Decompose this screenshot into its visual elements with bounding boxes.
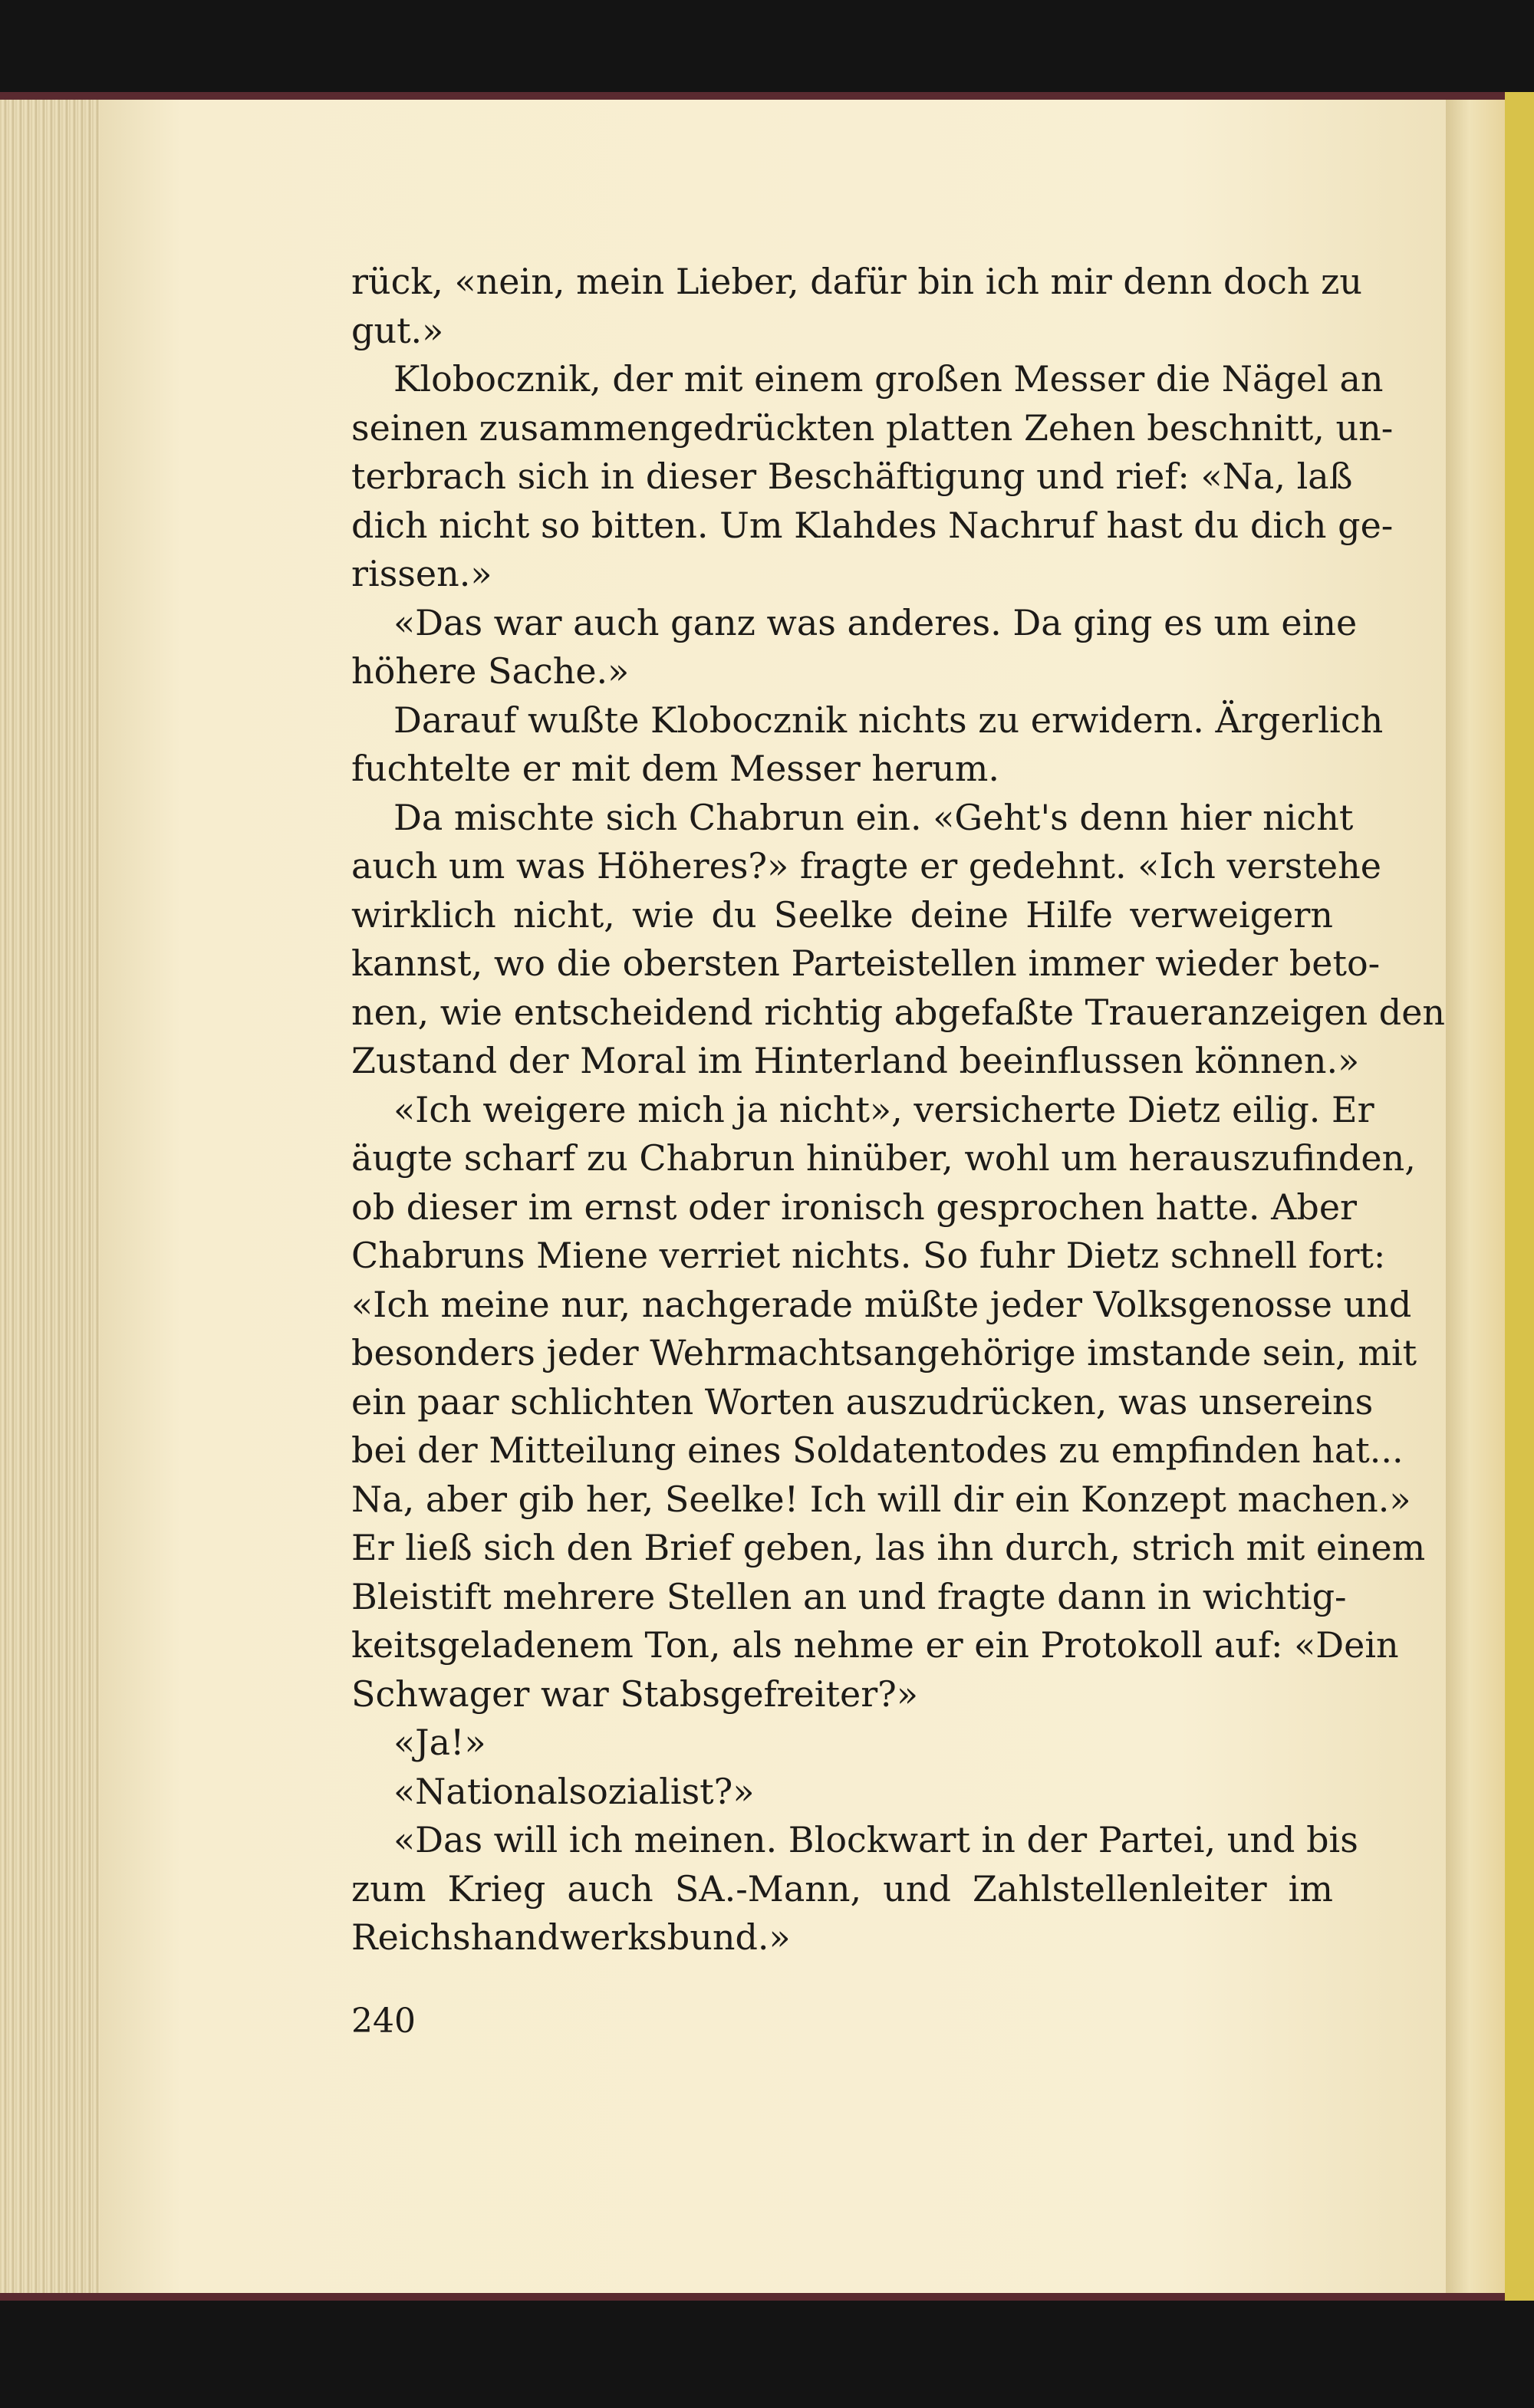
text-line: äugte scharf zu Chabrun hinüber, wohl um herauszufinden, xyxy=(351,1137,1416,1179)
text-line: «Das will ich meinen. Blockwart in der Partei, und bis xyxy=(393,1819,1358,1860)
text-line: Bleistift mehrere Stellen an und fragte dann in wichtig- xyxy=(351,1575,1347,1617)
text-line: «Nationalsozialist?» xyxy=(393,1770,755,1812)
text-line: «Ich meine nur, nachgerade müßte jeder Volksgenosse und xyxy=(351,1283,1412,1325)
gilt-edge xyxy=(1505,92,1534,2301)
text-line: zum Krieg auch SA.-Mann, und Zahlstellenleiter im xyxy=(351,1867,1333,1910)
text-line: Chabruns Miene verriet nichts. So fuhr Dietz schnell fort: xyxy=(351,1235,1386,1276)
text-line: nen, wie entscheidend richtig abgefaßte Traueranzeigen den xyxy=(351,991,1446,1033)
page-text xyxy=(351,258,1446,1962)
text-line: Er ließ sich den Brief geben, las ihn durch, strich mit einem xyxy=(351,1527,1426,1568)
text-line: «Ja!» xyxy=(393,1722,486,1763)
page-gutter xyxy=(1446,100,1505,2293)
text-line: Zustand der Moral im Hinterland beeinflussen können.» xyxy=(351,1040,1360,1081)
text-line: höhere Sache.» xyxy=(351,650,630,692)
text-line: Klobocznik, der mit einem großen Messer die Nägel an xyxy=(393,358,1384,400)
page-stack-edge xyxy=(0,100,100,2293)
text-line: kannst, wo die obersten Parteistellen immer wieder beto- xyxy=(351,942,1381,984)
page-number: 240 xyxy=(351,2002,416,2041)
text-line: gut.» xyxy=(351,309,444,351)
text-line: Da mischte sich Chabrun ein. «Geht's denn hier nicht xyxy=(393,796,1354,838)
text-line: besonders jeder Wehrmachtsangehörige imstande sein, mit xyxy=(351,1332,1417,1373)
text-line: wirklich nicht, wie du Seelke deine Hilfe verweigern xyxy=(351,893,1333,936)
text-line: «Das war auch ganz was anderes. Da ging es um eine xyxy=(393,601,1358,643)
text-line: ob dieser im ernst oder ironisch gesprochen hatte. Aber xyxy=(351,1186,1358,1228)
text-line: Schwager war Stabsgefreiter?» xyxy=(351,1673,918,1715)
text-line: rück, «nein, mein Lieber, dafür bin ich mir denn doch zu xyxy=(351,261,1362,302)
text-line: fuchtelte er mit dem Messer herum. xyxy=(351,748,1000,789)
text-line: rissen.» xyxy=(351,553,492,594)
text-line: terbrach sich in dieser Beschäftigung und rief: «Na, laß xyxy=(351,456,1353,497)
text-line: seinen zusammengedrückten platten Zehen beschnitt, un- xyxy=(351,406,1394,449)
text-line: keitsgeladenem Ton, als nehme er ein Protokoll auf: «Dein xyxy=(351,1624,1399,1666)
text-line: bei der Mitteilung eines Soldatentodes zu empfinden hat... xyxy=(351,1429,1404,1471)
text-line: «Ich weigere mich ja nicht», versicherte Dietz eilig. Er xyxy=(393,1088,1374,1130)
text-line: Darauf wußte Klobocznik nichts zu erwidern. Ärgerlich xyxy=(393,699,1384,741)
text-line: auch um was Höheres?» fragte er gedehnt. «Ich verstehe xyxy=(351,845,1381,887)
text-line: Na, aber gib her, Seelke! Ich will dir ein Konzept machen.» xyxy=(351,1478,1411,1520)
text-line: dich nicht so bitten. Um Klahdes Nachruf hast du dich ge- xyxy=(351,504,1394,546)
text-line: Reichshandwerksbund.» xyxy=(351,1916,791,1958)
text-line: ein paar schlichten Worten auszudrücken, was unsereins xyxy=(351,1380,1374,1423)
